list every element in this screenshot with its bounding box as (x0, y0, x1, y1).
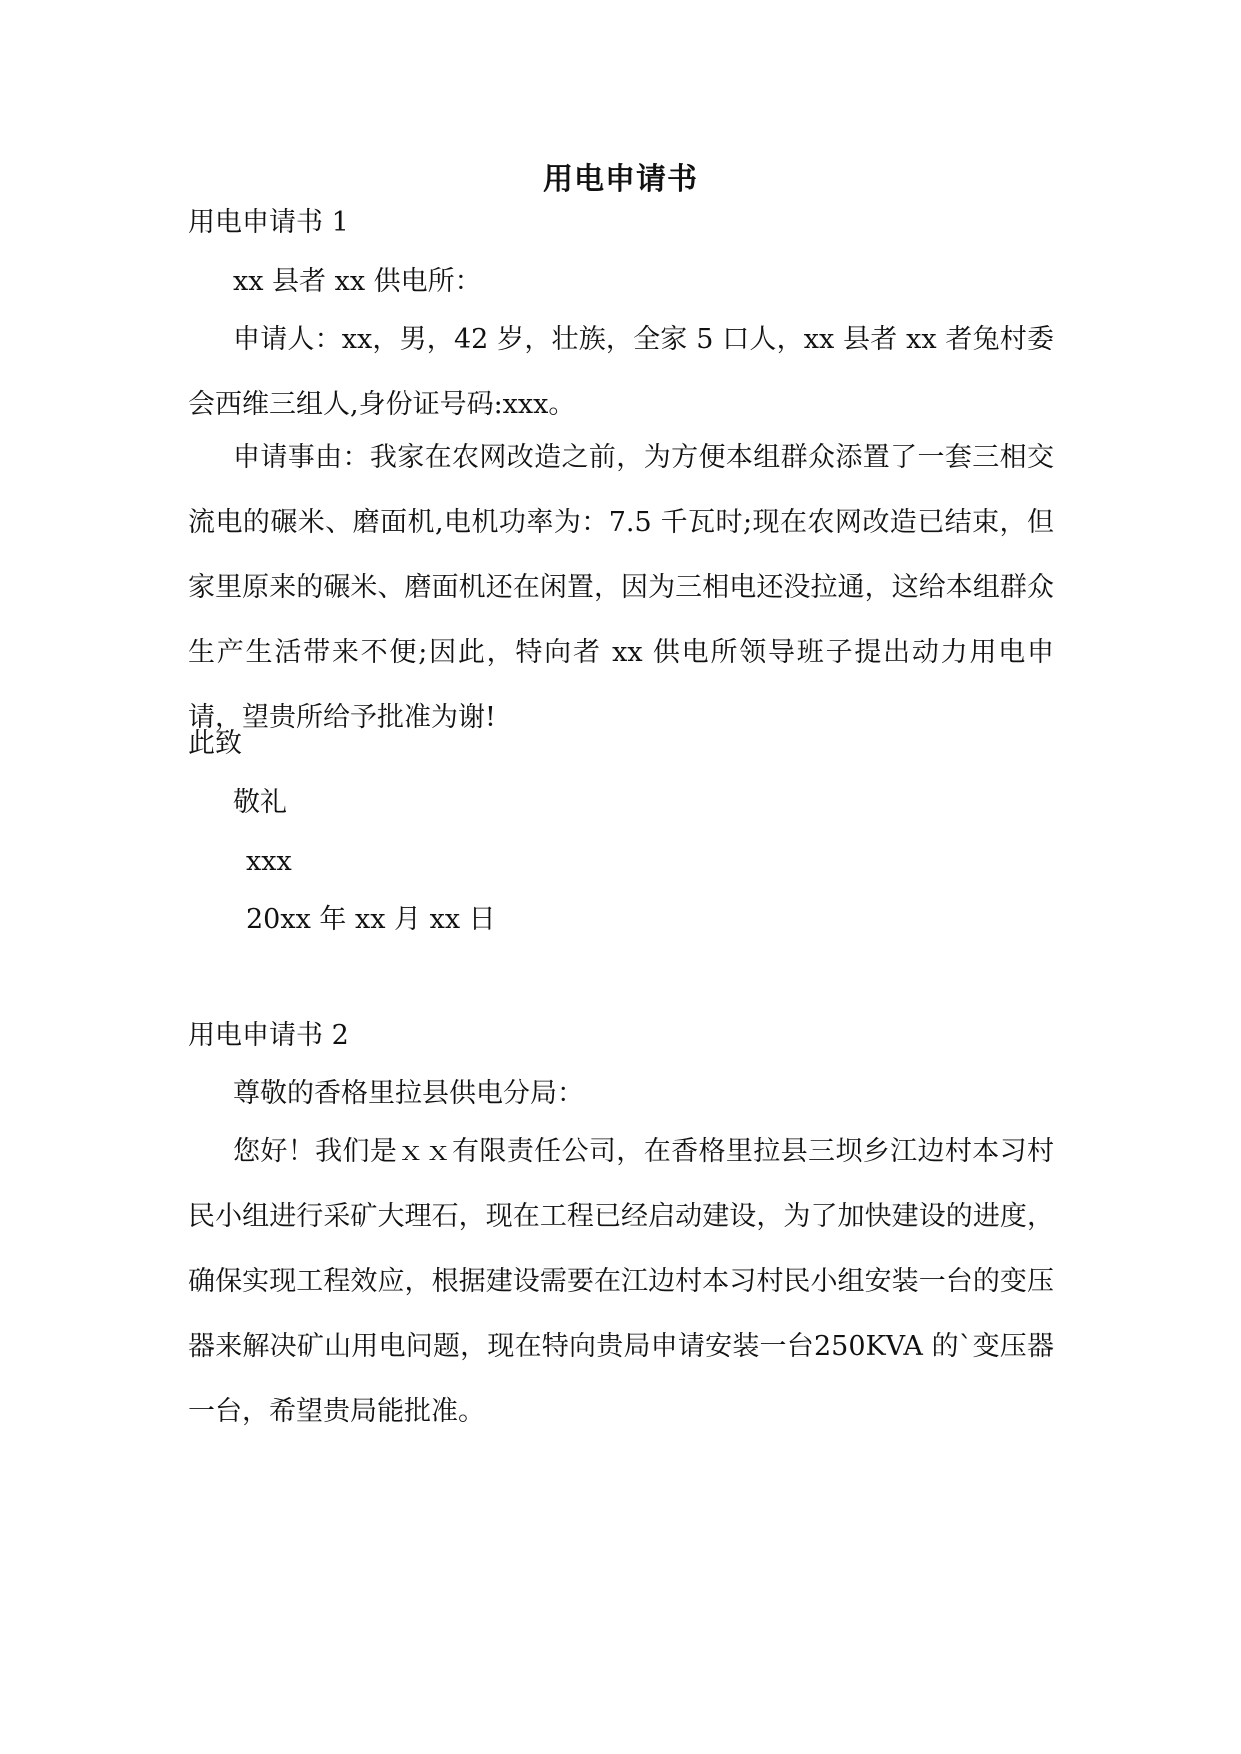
letter1-salutation: xx 县者 xx 供电所： (233, 266, 482, 297)
letter2-body-paragraph: 您好！我们是ｘｘ有限责任公司，在香格里拉县三坝乡江边村本习村民小组进行采矿大理石，现在工程已经启动建设，为了加快建设的进度，确保实现工程效应，根据建设需要在江边村本习村民小组安装一台的变压器来解决矿山用电问题，现在特向贵局申请安装一台250KVA 的`变压器一台，希望贵局能批准。 (188, 1136, 1054, 1427)
letter1-signature: xxx (246, 846, 292, 877)
letter2-salutation: 尊敬的香格里拉县供电分局： (233, 1078, 584, 1109)
letter1-applicant-paragraph: 申请人：xx，男，42 岁，壮族，全家 5 口人，xx 县者 xx 者兔村委会西维三组人,身份证号码:xxx。 (188, 324, 1054, 420)
document-title: 用电申请书 (543, 162, 698, 197)
letter1-closing-jingli: 敬礼 (233, 787, 287, 818)
letter1-heading: 用电申请书 1 (188, 207, 349, 238)
letter2-heading: 用电申请书 2 (188, 1020, 349, 1051)
letter1-closing-cizhi: 此致 (188, 728, 242, 759)
letter1-reason-paragraph: 申请事由：我家在农网改造之前，为方便本组群众添置了一套三相交流电的碾米、磨面机,电机功率为：7.5 千瓦时;现在农网改造已结束，但家里原来的碾米、磨面机还在闲置，因为三相电还没拉通，这给本组群众生产生活带来不便;因此，特向者 xx 供电所领导班子提出动力用电申请，望贵所给予批准为谢! (188, 442, 1054, 733)
letter1-date: 20xx 年 xx 月 xx 日 (246, 904, 496, 935)
